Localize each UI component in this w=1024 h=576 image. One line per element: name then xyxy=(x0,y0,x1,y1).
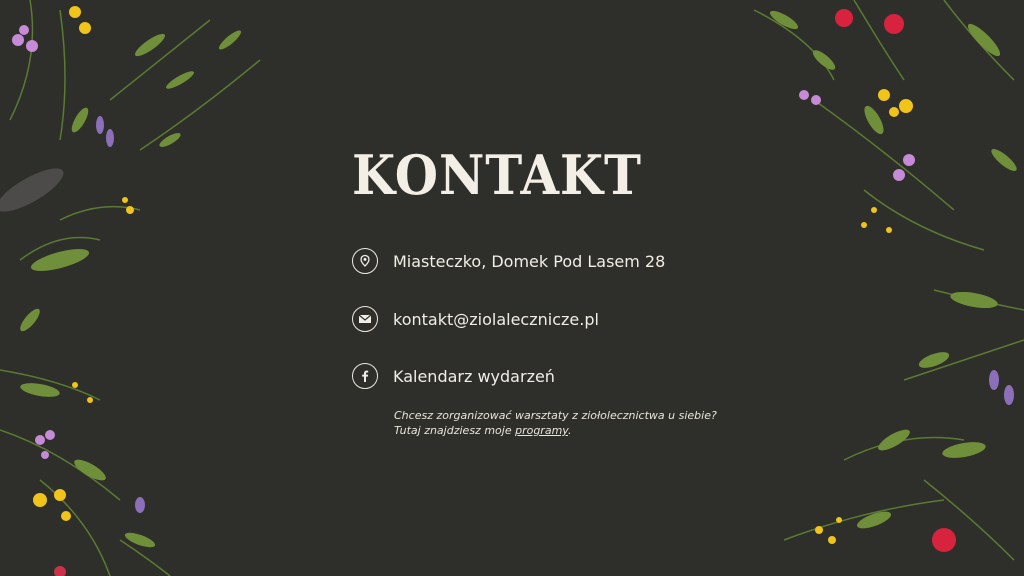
programs-link[interactable]: programy xyxy=(515,424,568,437)
events-calendar-link[interactable]: Kalendarz wydarzeń xyxy=(393,366,555,386)
herbs-decoration-right xyxy=(724,0,1024,576)
email-row[interactable] xyxy=(352,306,599,332)
contact-section xyxy=(352,140,772,437)
note-line-1: Chcesz zorganizować warsztaty z ziołolecznictwa u siebie? xyxy=(394,409,717,422)
email-link[interactable]: kontakt@ziolalecznicze.pl xyxy=(393,309,599,329)
facebook-icon xyxy=(352,363,378,389)
location-pin-icon xyxy=(352,248,378,274)
address-row xyxy=(352,248,665,274)
facebook-row[interactable] xyxy=(352,363,555,389)
workshops-note xyxy=(394,408,734,438)
note-prefix: Tutaj znajdziesz moje xyxy=(394,424,516,437)
address-text: Miasteczko, Domek Pod Lasem 28 xyxy=(393,251,666,271)
note-suffix: . xyxy=(567,424,572,437)
page-title: KONTAKT xyxy=(352,143,642,207)
herbs-decoration-left xyxy=(0,0,290,576)
envelope-icon xyxy=(352,306,378,332)
note-line-2 xyxy=(394,423,734,438)
